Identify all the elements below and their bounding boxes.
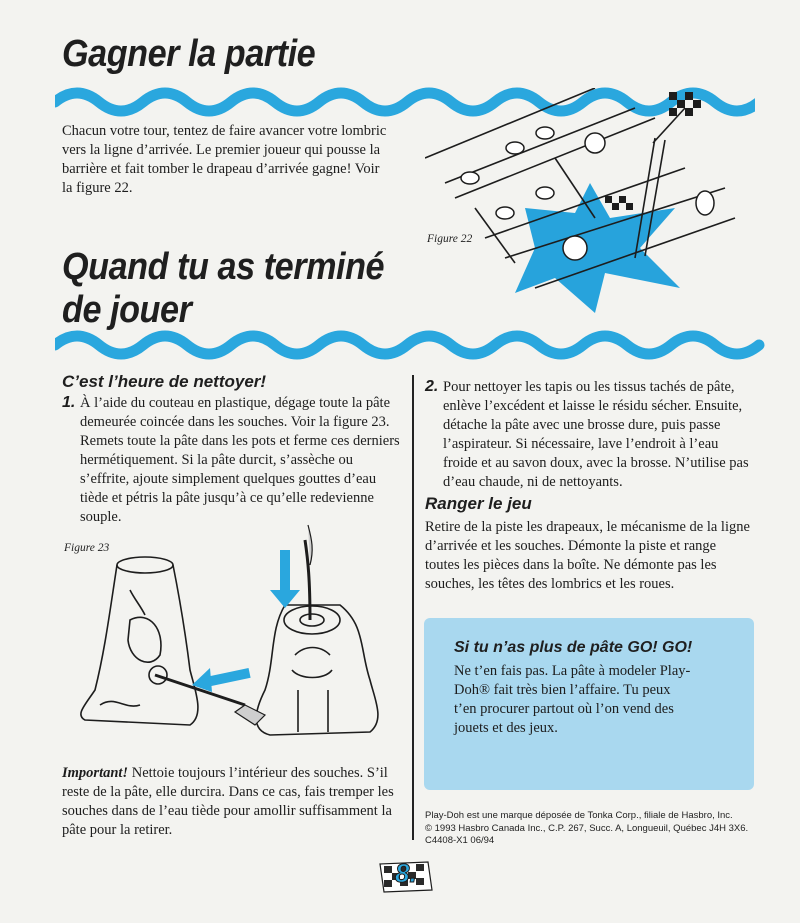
store-heading: Ranger le jeu <box>425 494 532 513</box>
figure-23-caption: Figure 23 <box>64 542 110 554</box>
item-1-number: 1. <box>62 394 76 411</box>
section-title-done-line1: Quand tu as terminé <box>62 246 385 288</box>
item-1-text: À l’aide du couteau en plastique, dégage toute la pâte demeurée coincée dans les souches. Voir la figure 23. Remets toute la pâte dans les pots et ferme ces derniers hermétiquement. Si la pâte durcit, s’assèche ou s’effrite, ajoute simplement quelques gouttes d’eau tiède et pétris la pâte jusqu’à ce qu’elle redevienne souple. <box>80 395 400 525</box>
figure-22-illustration <box>425 88 755 318</box>
wave-divider-middle <box>55 323 765 363</box>
legal-line-1: Play-Doh est une marque déposée de Tonka Corp., filiale de Hasbro, Inc. <box>425 810 733 821</box>
legal-line-2: © 1993 Hasbro Canada Inc., C.P. 267, Succ. A, Longueuil, Québec J4H 3X6. <box>425 822 749 834</box>
playdoh-tip-box <box>424 618 754 790</box>
important-note <box>62 764 402 840</box>
legal-line-3: C4408-X1 06/94 <box>425 835 495 846</box>
important-text: Nettoie toujours l’intérieur des souches. S’il reste de la pâte, elle durcira. Dans ce cas, fais tremper les souches dans de l’eau tiède pour amollir suffisamment la pâte pour la retirer. <box>62 765 394 838</box>
figure-23-illustration <box>70 520 390 755</box>
column-divider <box>412 375 414 840</box>
figure-22-caption: Figure 22 <box>427 233 473 245</box>
important-label: Important! <box>62 765 129 781</box>
cleanup-heading: C’est l’heure de nettoyer! <box>62 372 267 391</box>
item-2-number: 2. <box>425 378 439 395</box>
tip-box-heading: Si tu n’as plus de pâte GO! GO! <box>454 639 693 656</box>
cleanup-item-1 <box>62 394 402 527</box>
win-paragraph: Chacun votre tour, tentez de faire avancer votre lombric vers la ligne d’arrivée. Le premier joueur qui pousse la barrière et fait tomber le drapeau d’arrivée gagne! Voir la figure 22. <box>62 123 387 196</box>
tip-box-text: Ne t’en fais pas. La pâte à modeler Play-Doh® fait très bien l’affaire. Tu peux t’en procurer partout où l’on vend des jouets et des jeux. <box>454 663 691 736</box>
page-number: 8. <box>395 858 417 888</box>
legal-notice <box>425 810 765 848</box>
cleanup-item-2 <box>425 378 755 492</box>
section-title-win: Gagner la partie <box>62 33 316 75</box>
store-text: Retire de la piste les drapeaux, le mécanisme de la ligne d’arrivée et les souches. Démonte la piste et range toutes les pièces dans la boîte. Ne démonte pas les souches, les têtes des lombrics et les roues. <box>425 519 750 592</box>
item-2-text: Pour nettoyer les tapis ou les tissus tachés de pâte, enlève l’excédent et laisse le résidu sécher. Ensuite, détache la pâte avec une brosse dure, puis passe l’aspirateur. Si nécessaire, lave l’endroit à l’eau froide et au savon doux, avec la brosse. N’utilise pas d’eau chaude, ni de nettoyants. <box>443 379 749 490</box>
section-title-done-line2: de jouer <box>62 289 192 331</box>
